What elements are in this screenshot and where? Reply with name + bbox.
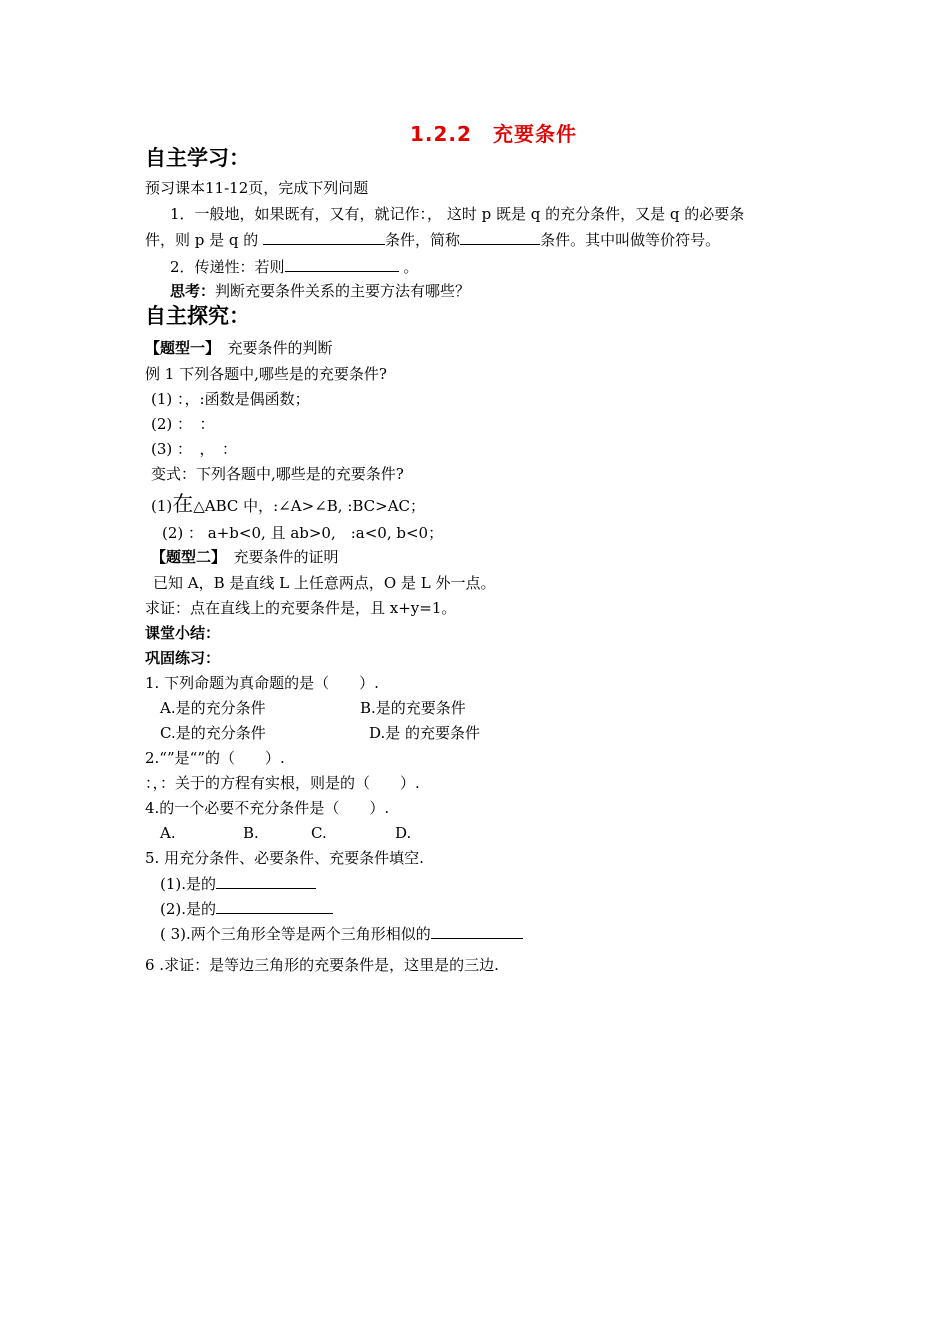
q2-text: 2．传递性：若则 [170,258,285,276]
q1-line2-part-c: 条件。其中叫做等价符号。 [540,231,721,249]
intro-text: 预习课本11-12页，完成下列问题 [145,179,369,197]
variant-item1 [151,492,425,518]
practice-q4: 4.的一个必要不充分条件是（ ）. [145,799,390,817]
practice-q4-option-d: D. [395,824,412,842]
type1-text: 充要条件的判断 [212,339,333,357]
q1-line2-part-b: 条件，简称 [385,231,461,249]
blank-line [285,256,399,272]
q2-line [170,256,418,277]
known-text: 已知 A，B 是直线 L 上任意两点，O 是 L 外一点。 [153,574,496,592]
blank-line [460,229,540,245]
practice-heading: 巩固练习： [145,649,221,667]
page-title: 1.2.2 充要条件 [410,122,577,146]
q1-line2 [145,229,720,250]
practice-q5: 5. 用充分条件、必要条件、充要条件填空. [145,849,424,867]
example1-item2: (2) ： ： [151,415,215,433]
variant-item1-text: △ABC 中，:∠A>∠B, :BC>AC； [193,497,426,515]
practice-q5-item1-text: (1).是的 [160,875,217,893]
type2-line [151,547,339,567]
section-heading-self-study: 自主学习： [145,146,250,170]
practice-q3: ：，：关于的方程有实根，则是的（ ）. [145,774,420,792]
type2-label: 【题型二】 [151,548,219,566]
practice-q1-option-c: C.是的充分条件 [160,724,266,742]
example1-item3: (3) ： ， ： [151,440,238,458]
blank-line [431,923,523,939]
prove-text: 求证：点在直线上的充要条件是，且 x+y=1。 [145,599,457,617]
variant-text: 变式：下列各题中,哪些是的充要条件? [151,465,404,483]
variant-item1-num: (1) [151,497,173,515]
blank-line [263,229,385,245]
type1-label: 【题型一】 [145,339,213,357]
practice-q2: 2.“”是“”的（ ）. [145,749,285,767]
section-heading-explore: 自主探究： [145,304,250,328]
think-text: 判断充要条件关系的主要方法有哪些？ [215,282,471,300]
practice-q4-option-c: C. [311,824,327,842]
practice-q1: 1. 下列命题为真命题的是（ ）. [145,674,379,692]
practice-q5-item1 [160,873,316,894]
blank-line [216,898,333,914]
q1-line1: 1．一般地，如果既有，又有，就记作：， 这时 p 既是 q 的充分条件，又是 q 的必要条 [170,205,745,223]
blank-line [216,873,316,889]
think-label: 思考： [170,282,216,300]
example1-item1: (1) ：，:函数是偶函数； [151,390,310,408]
type2-text: 充要条件的证明 [218,548,339,566]
example1: 例 1 下列各题中,哪些是的充要条件? [145,365,387,383]
summary-heading: 课堂小结： [145,624,221,642]
q2-end: 。 [398,258,419,276]
variant-item2: (2) ： a+b<0, 且 ab>0, :a<0, b<0； [162,524,444,542]
practice-q5-item2 [160,898,333,919]
practice-q1-option-d: D.是 的充要条件 [369,724,481,742]
practice-q1-option-a: A.是的充分条件 [160,699,266,717]
practice-q4-option-a: A. [160,824,176,842]
practice-q5-item3 [160,923,523,944]
practice-q6: 6 .求证：是等边三角形的充要条件是，这里是的三边. [145,956,499,974]
variant-item1-big: 在 [172,492,194,516]
think-line [170,281,470,301]
practice-q5-item2-text: (2).是的 [160,900,217,918]
practice-q1-option-b: B.是的充要条件 [360,699,466,717]
practice-q4-option-b: B. [243,824,259,842]
type1-line [145,338,333,358]
practice-q5-item3-text: ( 3).两个三角形全等是两个三角形相似的 [160,925,431,943]
q1-line2-part-a: 件，则 p 是 q 的 [145,231,264,249]
